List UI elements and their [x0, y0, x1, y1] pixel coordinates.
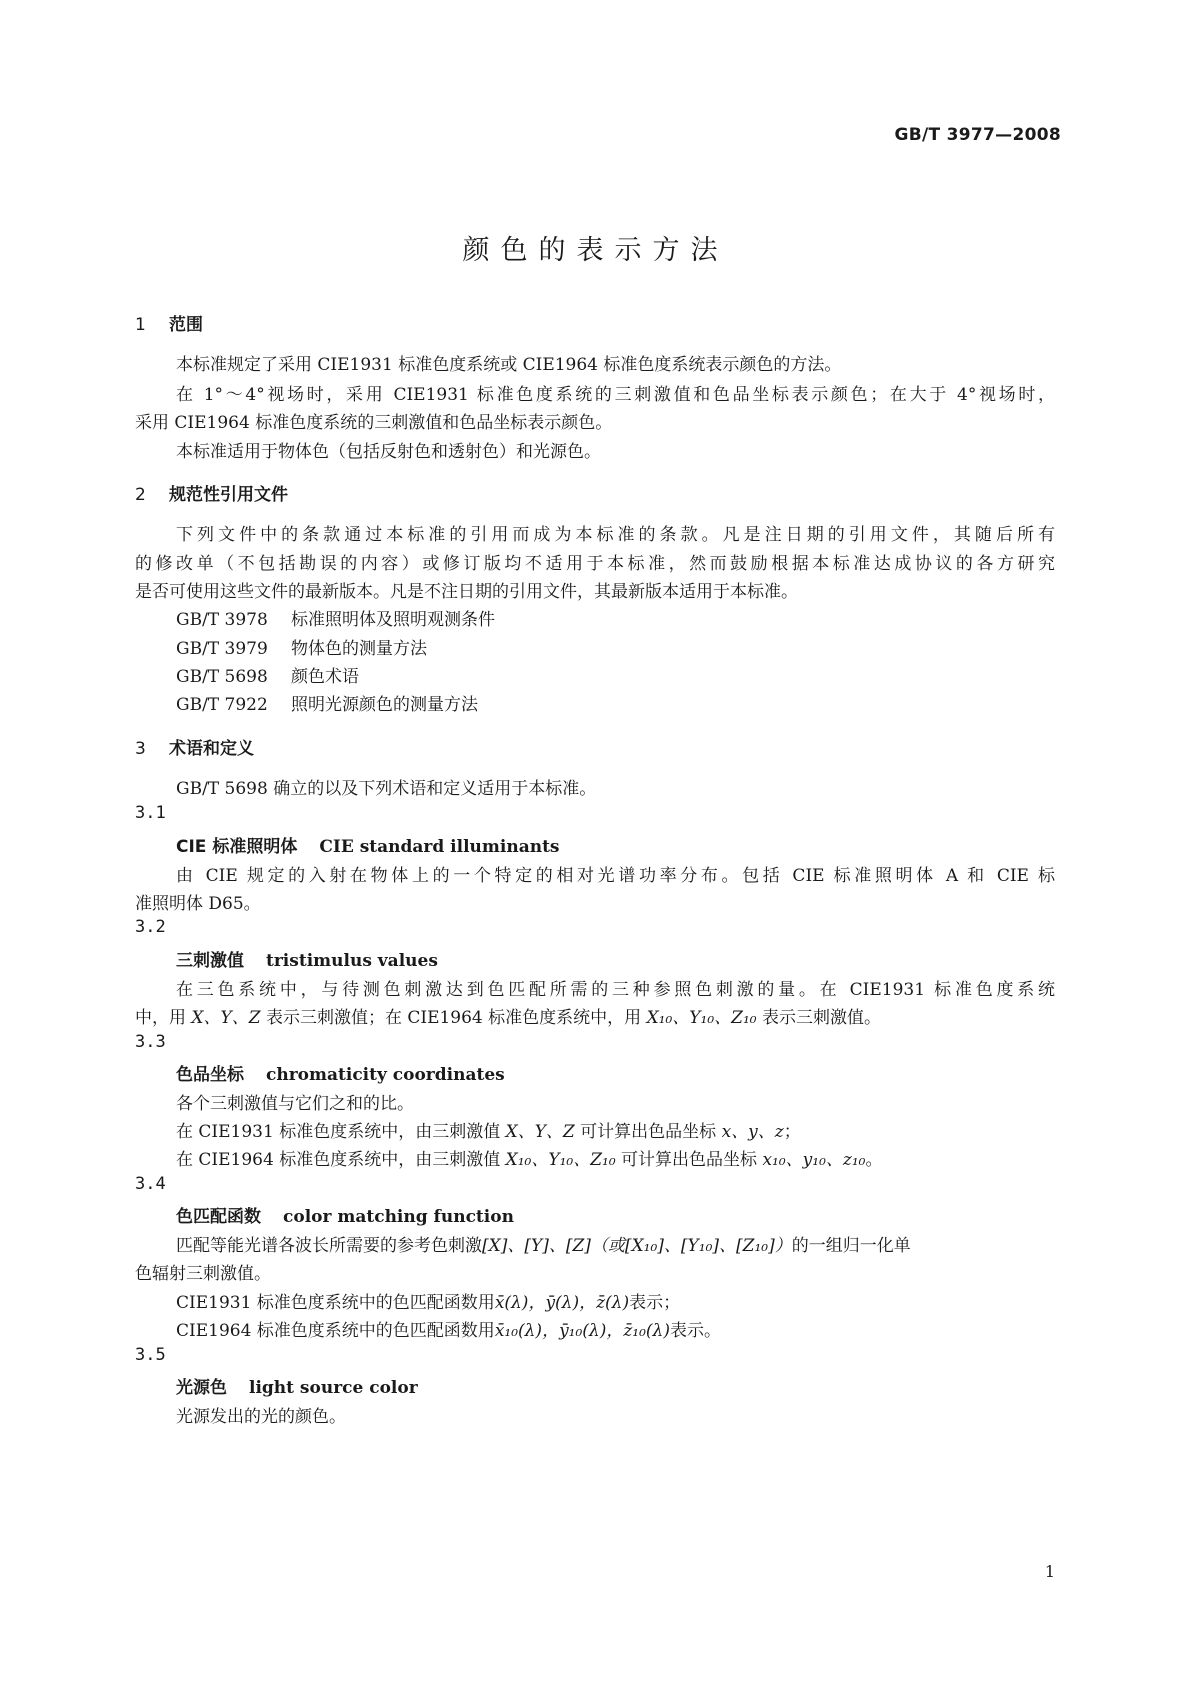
text-run: 可计算出色品坐标: [615, 1150, 763, 1170]
definition-line: [176, 1288, 680, 1313]
section-2-heading: [135, 480, 288, 505]
clause-number: 3.5: [135, 1345, 166, 1365]
text-run: 在 CIE1964 标准色度系统中，由三刺激值: [176, 1150, 506, 1170]
definition-line: 准照明体 D65。: [135, 894, 261, 914]
reference-code: GB/T 5698: [176, 667, 268, 687]
paragraph-line: 采用 CIE1964 标准色度系统的三刺激值和色品坐标表示颜色。: [135, 413, 613, 433]
definition-line: 由 CIE 规定的入射在物体上的一个特定的相对光谱功率分布。包括 CIE 标准照明体 A 和 CIE 标: [176, 866, 1055, 886]
math-function: x̄(λ)，ȳ(λ)，z̄(λ): [494, 1293, 630, 1313]
definition-line: 在三色系统中，与待测色刺激达到色匹配所需的三种参照色刺激的量。在 CIE1931 标准色度系统: [176, 980, 1055, 1000]
math-symbols: X₁₀、Y₁₀、Z₁₀: [505, 1150, 616, 1170]
section-number: 2: [135, 485, 146, 505]
section-1-heading: [135, 310, 203, 335]
text-run: 在 CIE1931 标准色度系统中，由三刺激值: [176, 1122, 506, 1142]
section-title: 范围: [169, 315, 203, 335]
paragraph: 本标准规定了采用 CIE1931 标准色度系统或 CIE1964 标准色度系统表示颜色的方法。: [176, 355, 842, 375]
term-zh: 色匹配函数: [176, 1207, 261, 1227]
math-symbols: x、y、z: [721, 1122, 784, 1142]
text-run: 中，用: [135, 1008, 192, 1028]
text-run: 匹配等能光谱各波长所需要的参考色刺激: [176, 1236, 482, 1256]
reference-title: 照明光源颜色的测量方法: [291, 695, 478, 715]
paragraph: 本标准适用于物体色（包括反射色和透射色）和光源色。: [176, 442, 601, 462]
section-title: 规范性引用文件: [169, 485, 288, 505]
term-en: tristimulus values: [266, 951, 438, 971]
page-number: 1: [1044, 1562, 1055, 1581]
clause-number: 3.1: [135, 803, 166, 823]
reference-item: [176, 605, 495, 630]
math-symbols: X、Y、Z: [191, 1008, 261, 1028]
term-heading: [176, 1202, 514, 1227]
definition-line: [176, 1145, 883, 1170]
reference-title: 标准照明体及照明观测条件: [291, 610, 495, 630]
definition-line: 各个三刺激值与它们之和的比。: [176, 1094, 414, 1114]
math-symbols: [X]、[Y]、[Z]（或[X₁₀]、[Y₁₀]、[Z₁₀]）: [482, 1236, 792, 1256]
term-heading: [176, 832, 560, 857]
text-run: CIE1931 标准色度系统中的色匹配函数用: [176, 1293, 495, 1313]
reference-code: GB/T 3978: [176, 610, 268, 630]
paragraph: [176, 380, 1055, 405]
reference-code: GB/T 3979: [176, 639, 268, 659]
paragraph-line: 在 1°～4°视场时，采用 CIE1931 标准色度系统的三刺激值和色品坐标表示颜色；在大于 4°视场时，: [176, 385, 1055, 405]
standard-code: GB/T 3977—2008: [894, 125, 1061, 145]
math-function: x̄₁₀(λ)，ȳ₁₀(λ)，z̄₁₀(λ): [494, 1321, 670, 1341]
reference-item: [176, 662, 359, 687]
math-symbols: x₁₀、y₁₀、z₁₀: [762, 1150, 866, 1170]
text-run: CIE1964 标准色度系统中的色匹配函数用: [176, 1321, 495, 1341]
section-3-heading: [135, 734, 254, 759]
text-run: 。: [865, 1150, 883, 1170]
text-run: 表示三刺激值；在 CIE1964 标准色度系统中，用: [260, 1008, 647, 1028]
term-heading: [176, 1373, 418, 1398]
section-number: 1: [135, 315, 146, 335]
page-title: 颜色的表示方法: [462, 235, 729, 266]
term-zh: CIE 标准照明体: [176, 837, 298, 857]
definition-line: 光源发出的光的颜色。: [176, 1407, 346, 1427]
term-zh: 三刺激值: [176, 951, 244, 971]
clause-number: 3.3: [135, 1032, 166, 1052]
text-run: 表示三刺激值。: [756, 1008, 881, 1028]
paragraph-line: 下列文件中的条款通过本标准的引用而成为本标准的条款。凡是注日期的引用文件，其随后所有: [176, 525, 1055, 545]
section-number: 3: [135, 739, 146, 759]
definition: [176, 975, 1055, 1000]
reference-item: [176, 690, 478, 715]
clause-number: 3.2: [135, 917, 166, 937]
reference-code: GB/T 7922: [176, 695, 268, 715]
text-run: 表示。: [669, 1321, 721, 1341]
text-run: 表示；: [629, 1293, 681, 1313]
text-run: 可计算出色品坐标: [574, 1122, 722, 1142]
paragraph-line: 是否可使用这些文件的最新版本。凡是不注日期的引用文件，其最新版本适用于本标准。: [135, 582, 798, 602]
definition-line: [176, 1117, 801, 1142]
definition-line: 色辐射三刺激值。: [135, 1264, 271, 1284]
term-en: light source color: [249, 1378, 418, 1398]
reference-title: 颜色术语: [291, 667, 359, 687]
paragraph: [176, 520, 1055, 545]
term-en: CIE standard illuminants: [319, 837, 560, 857]
text-run: 的一组归一化单: [791, 1236, 911, 1256]
reference-item: [176, 634, 427, 659]
term-en: color matching function: [283, 1207, 514, 1227]
section-title: 术语和定义: [169, 739, 254, 759]
definition: [176, 861, 1055, 886]
term-en: chromaticity coordinates: [266, 1065, 505, 1085]
definition-line: [176, 1316, 721, 1341]
term-zh: 光源色: [176, 1378, 227, 1398]
definition-line: [135, 1003, 881, 1028]
paragraph: GB/T 5698 确立的以及下列术语和定义适用于本标准。: [176, 779, 597, 799]
document-body: [135, 0, 1055, 1684]
clause-number: 3.4: [135, 1174, 166, 1194]
paragraph-line: 的修改单（不包括勘误的内容）或修订版均不适用于本标准，然而鼓励根据本标准达成协议的各方研究: [135, 554, 1055, 574]
term-heading: [176, 946, 438, 971]
text-run: ；: [783, 1122, 801, 1142]
term-heading: [176, 1060, 505, 1085]
definition-line: [176, 1231, 911, 1256]
math-symbols: X₁₀、Y₁₀、Z₁₀: [646, 1008, 757, 1028]
reference-title: 物体色的测量方法: [291, 639, 427, 659]
math-symbols: X、Y、Z: [505, 1122, 575, 1142]
term-zh: 色品坐标: [176, 1065, 244, 1085]
